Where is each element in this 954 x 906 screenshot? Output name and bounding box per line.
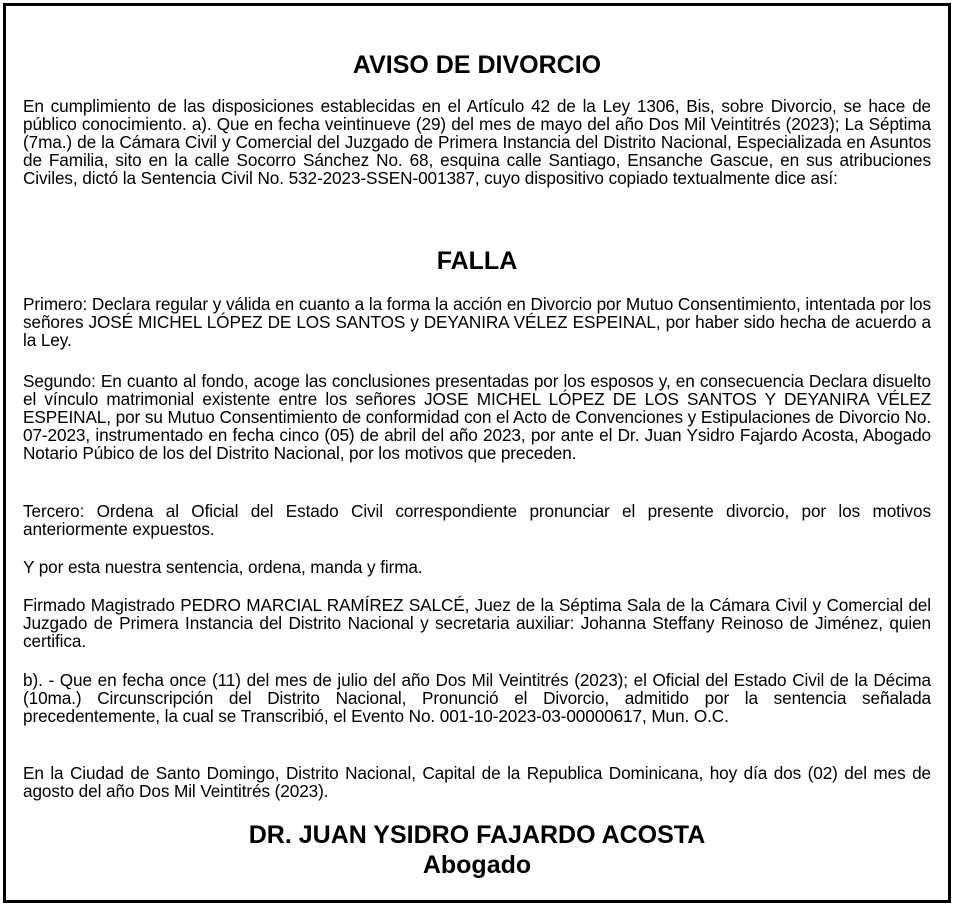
notice-title: AVISO DE DIVORCIO: [352, 51, 602, 79]
ruling-paragraph-tercero: Tercero: Ordena al Oficial del Estado Civil correspondiente pronunciar el presente divorcio, por los motivos anteriormente expuestos.: [23, 501, 931, 539]
closing-formula-paragraph: Y por esta nuestra sentencia, ordena, manda y firma.: [23, 557, 423, 577]
falla-heading: FALLA: [436, 247, 518, 275]
ruling-paragraph-primero: Primero: Declara regular y válida en cuanto a la forma la acción en Divorcio por Mutuo Consentimiento, intentada por los señores JOSÉ MICHEL LÓPEZ DE LOS SANTOS y DEYANIRA VÉLEZ ESPEINAL, por haber sido hecha de acuerdo a la Ley.: [23, 294, 931, 350]
ruling-paragraph-segundo: Segundo: En cuanto al fondo, acoge las conclusiones presentadas por los esposos y, en consecuencia Declara disuelto el vínculo matrimonial existente entre los señores JOSE MICHEL LÓPEZ DE LOS SANTOS Y DEYANIRA VÉLEZ ESPEINAL, por su Mutuo Consentimiento de conformidad con el Acto de Convenciones y Estipulaciones de Divorcio No. 07-2023, instrumentado en fecha cinco (05) de abril del año 2023, por ante el Dr. Juan Ysidro Fajardo Acosta, Abogado Notario Púbico de los del Distrito Nacional, por los motivos que preceden.: [23, 371, 931, 463]
signature-role: Abogado: [422, 851, 532, 879]
place-date-paragraph: En la Ciudad de Santo Domingo, Distrito Nacional, Capital de la Republica Dominicana, hoy día dos (02) del mes de agosto del año Dos Mil Veintitrés (2023).: [23, 763, 931, 801]
notice-frame: [3, 3, 951, 903]
signature-block: [23, 820, 931, 880]
civil-registry-paragraph: b). - Que en fecha once (11) del mes de julio del año Dos Mil Veintitrés (2023); el Oficial del Estado Civil de la Décima (10ma.) Circunscripción del Distrito Nacional, Pronunció el Divorcio, admitido por la sentencia señalada precedentemente, la cual se Transcribió, el Evento No. 001-10-2023-03-00000617, Mun. O.C.: [23, 670, 931, 726]
notice-content: [23, 6, 931, 900]
signed-by-paragraph: Firmado Magistrado PEDRO MARCIAL RAMÍREZ SALCÉ, Juez de la Séptima Sala de la Cámara Civil y Comercial del Juzgado de Primera Instancia del Distrito Nacional y secretaria auxiliar: Johanna Steffany Reinoso de Jiménez, quien certifica.: [23, 595, 931, 651]
signature-name: DR. JUAN YSIDRO FAJARDO ACOSTA: [248, 821, 706, 849]
intro-paragraph: En cumplimiento de las disposiciones establecidas en el Artículo 42 de la Ley 1306, Bis, sobre Divorcio, se hace de público conocimiento. a). Que en fecha veintinueve (29) del mes de mayo del año Dos Mil Veintitrés (2023); La Séptima (7ma.) de la Cámara Civil y Comercial del Juzgado de Primera Instancia del Distrito Nacional, Especializada en Asuntos de Familia, sito en la calle Socorro Sánchez No. 68, esquina calle Santiago, Ensanche Gascue, en sus atribuciones Civiles, dictó la Sentencia Civil No. 532-2023-SSEN-001387, cuyo dispositivo copiado textualmente dice así:: [23, 96, 931, 188]
